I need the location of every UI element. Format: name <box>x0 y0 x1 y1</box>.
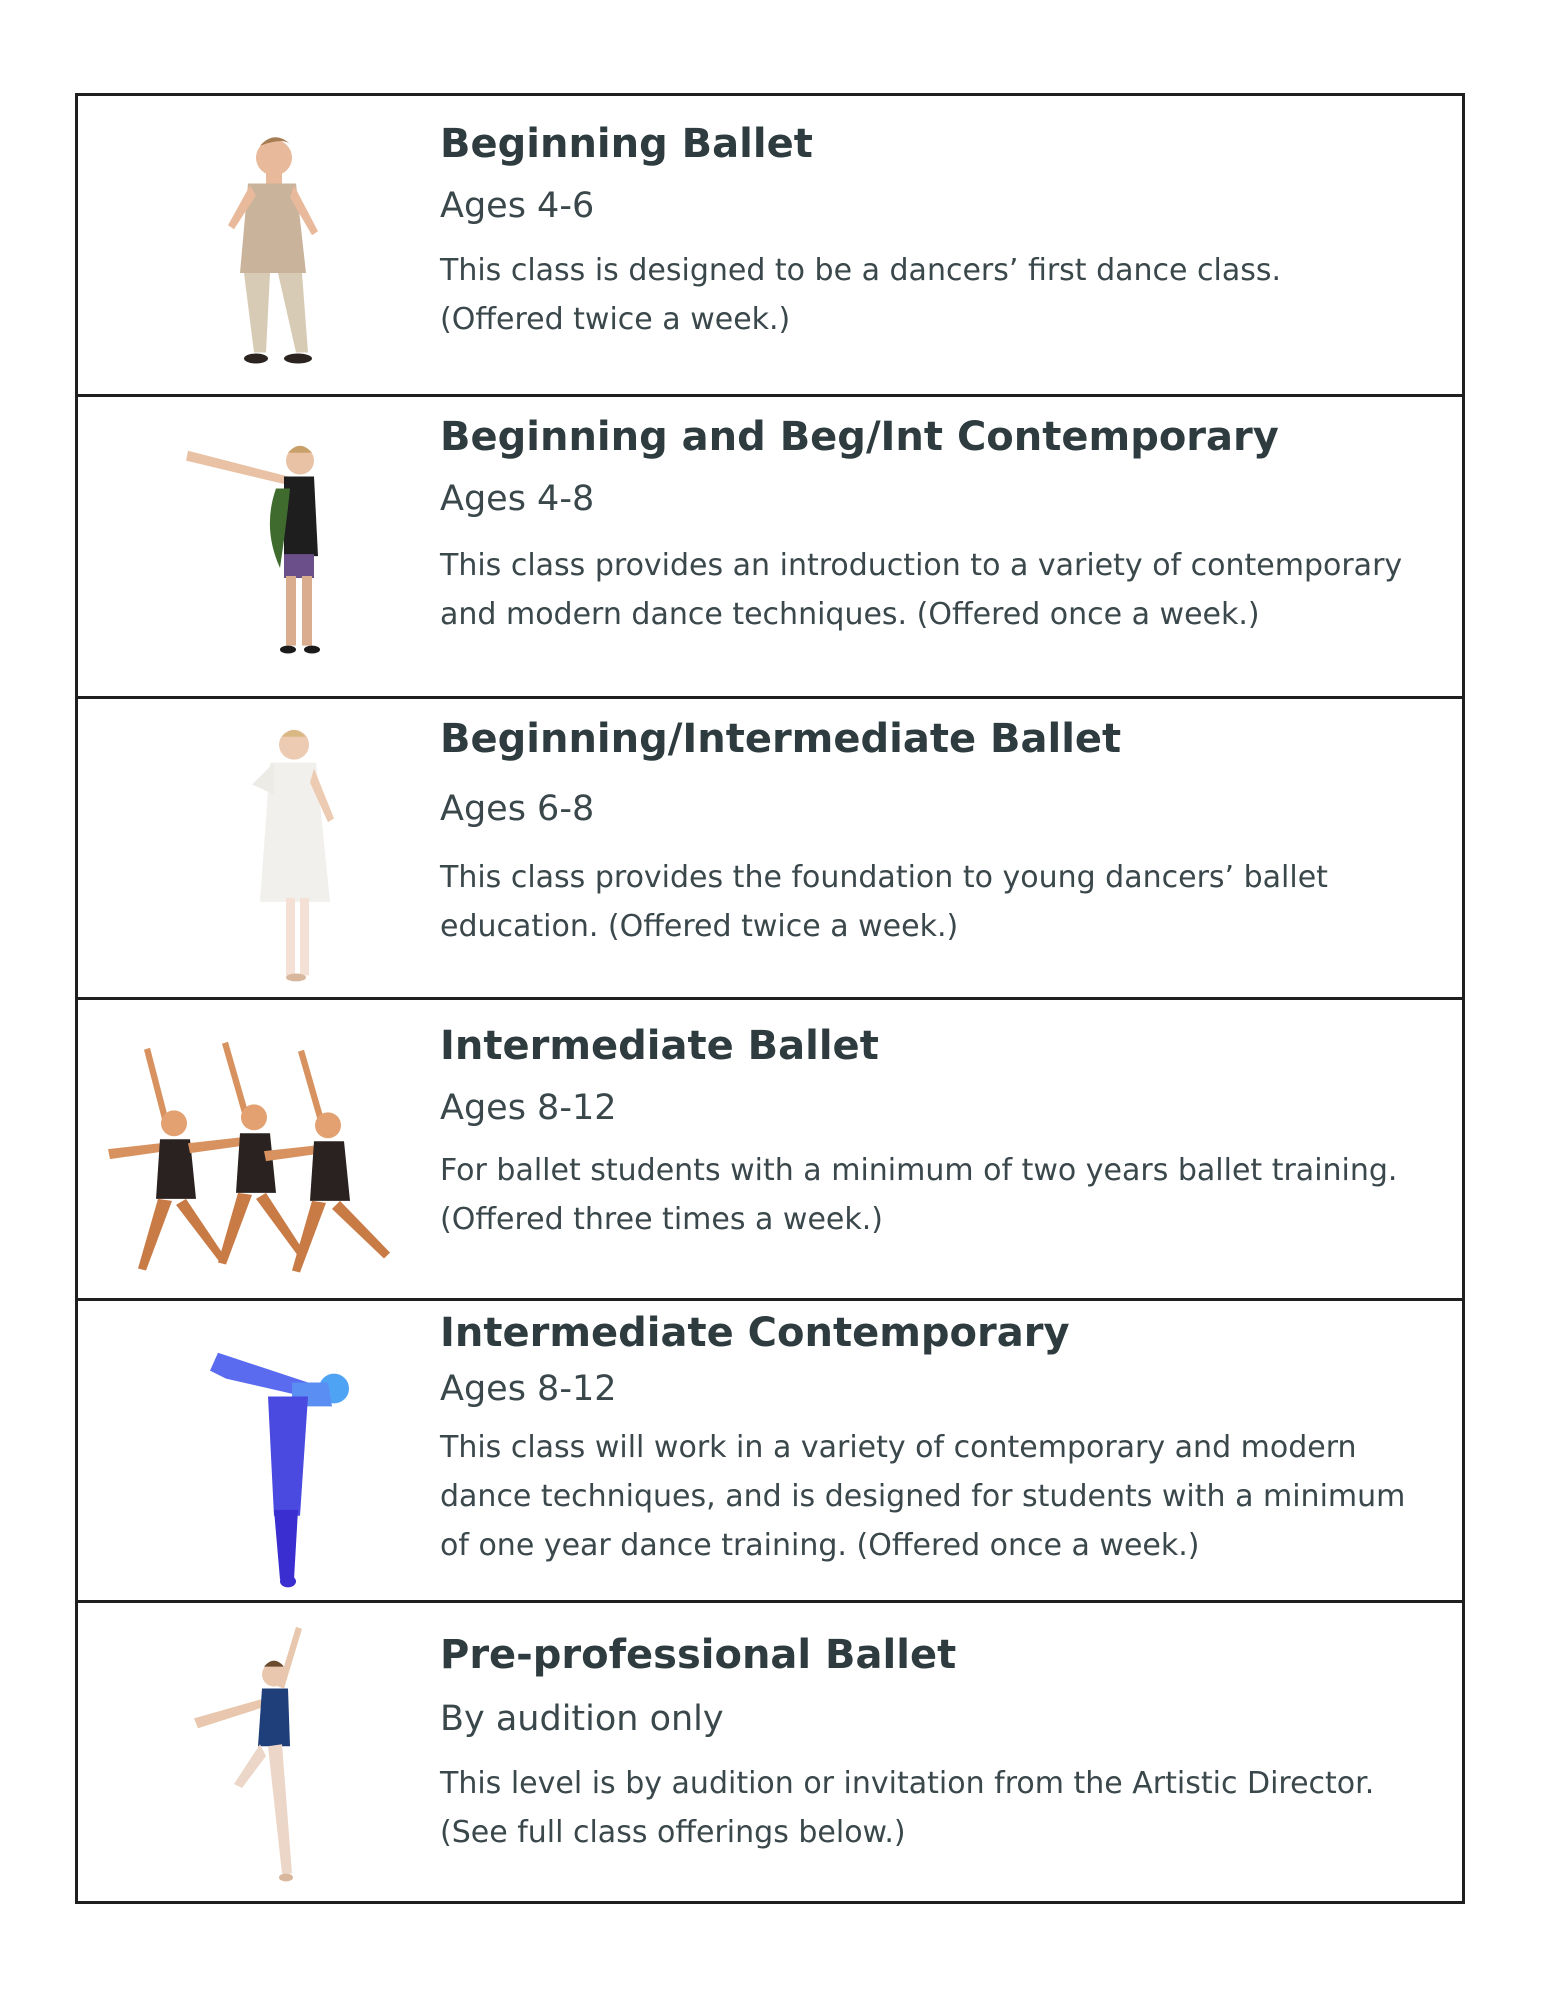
class-text <box>440 1022 1450 1244</box>
class-title: Beginning Ballet <box>440 121 813 167</box>
class-row-beginning-ballet <box>78 96 1462 397</box>
description-line: education. (Offered twice a week.) <box>440 908 959 944</box>
description-line: dance techniques, and is designed for students with a minimum <box>440 1479 1406 1515</box>
class-description <box>440 853 1450 951</box>
class-ages: Ages 8-12 <box>440 1087 617 1128</box>
class-title: Beginning and Beg/Int Contemporary <box>440 414 1279 461</box>
class-description <box>440 541 1450 639</box>
class-title: Pre-professional Ballet <box>440 1631 957 1678</box>
three-dancers-photo <box>78 1000 438 1298</box>
description-line: For ballet students with a minimum of two years ballet training. <box>440 1152 1398 1188</box>
ballet-dancer-white-dress-photo <box>78 699 438 997</box>
description-line: This class is designed to be a dancers’ first dance class. <box>440 253 1282 288</box>
class-row-beginning-contemporary <box>78 397 1462 698</box>
class-description <box>440 246 1450 344</box>
class-table <box>75 93 1465 1904</box>
description-line: (Offered three times a week.) <box>440 1201 883 1237</box>
class-description <box>440 1423 1450 1570</box>
class-description <box>440 1759 1450 1857</box>
class-title: Intermediate Ballet <box>440 1022 879 1069</box>
child-dancer-photo <box>78 96 438 394</box>
description-line: and modern dance techniques. (Offered once a week.) <box>440 597 1260 633</box>
class-text <box>440 120 1450 344</box>
description-line: This class provides an introduction to a variety of contemporary <box>440 548 1403 584</box>
class-text <box>440 1309 1450 1570</box>
description-line: (Offered twice a week.) <box>440 302 791 337</box>
description-line: of one year dance training. (Offered once a week.) <box>440 1528 1200 1564</box>
class-row-pre-professional-ballet <box>78 1603 1462 1901</box>
class-ages: Ages 8-12 <box>440 1369 617 1410</box>
contemporary-dancer-photo <box>78 397 438 695</box>
ballerina-photo <box>78 1603 438 1901</box>
class-text <box>440 1631 1450 1857</box>
class-ages: Ages 4-8 <box>440 479 595 520</box>
class-row-intermediate-ballet <box>78 1000 1462 1301</box>
class-row-intermediate-contemporary <box>78 1301 1462 1602</box>
description-line: This level is by audition or invitation from the Artistic Director. <box>440 1765 1375 1801</box>
class-description <box>440 1146 1450 1244</box>
class-row-beginning-intermediate-ballet <box>78 699 1462 1000</box>
class-text <box>440 413 1450 639</box>
class-ages: By audition only <box>440 1698 724 1739</box>
description-line: This class will work in a variety of contemporary and modern <box>440 1430 1357 1466</box>
class-title: Intermediate Contemporary <box>440 1310 1070 1357</box>
class-ages: Ages 4-6 <box>440 186 595 226</box>
description-line: (See full class offerings below.) <box>440 1814 906 1850</box>
class-ages: Ages 6-8 <box>440 788 595 829</box>
class-title: Beginning/Intermediate Ballet <box>440 715 1122 762</box>
description-line: This class provides the foundation to young dancers’ ballet <box>440 859 1328 895</box>
blue-dancer-photo <box>78 1301 438 1599</box>
class-text <box>440 715 1450 951</box>
